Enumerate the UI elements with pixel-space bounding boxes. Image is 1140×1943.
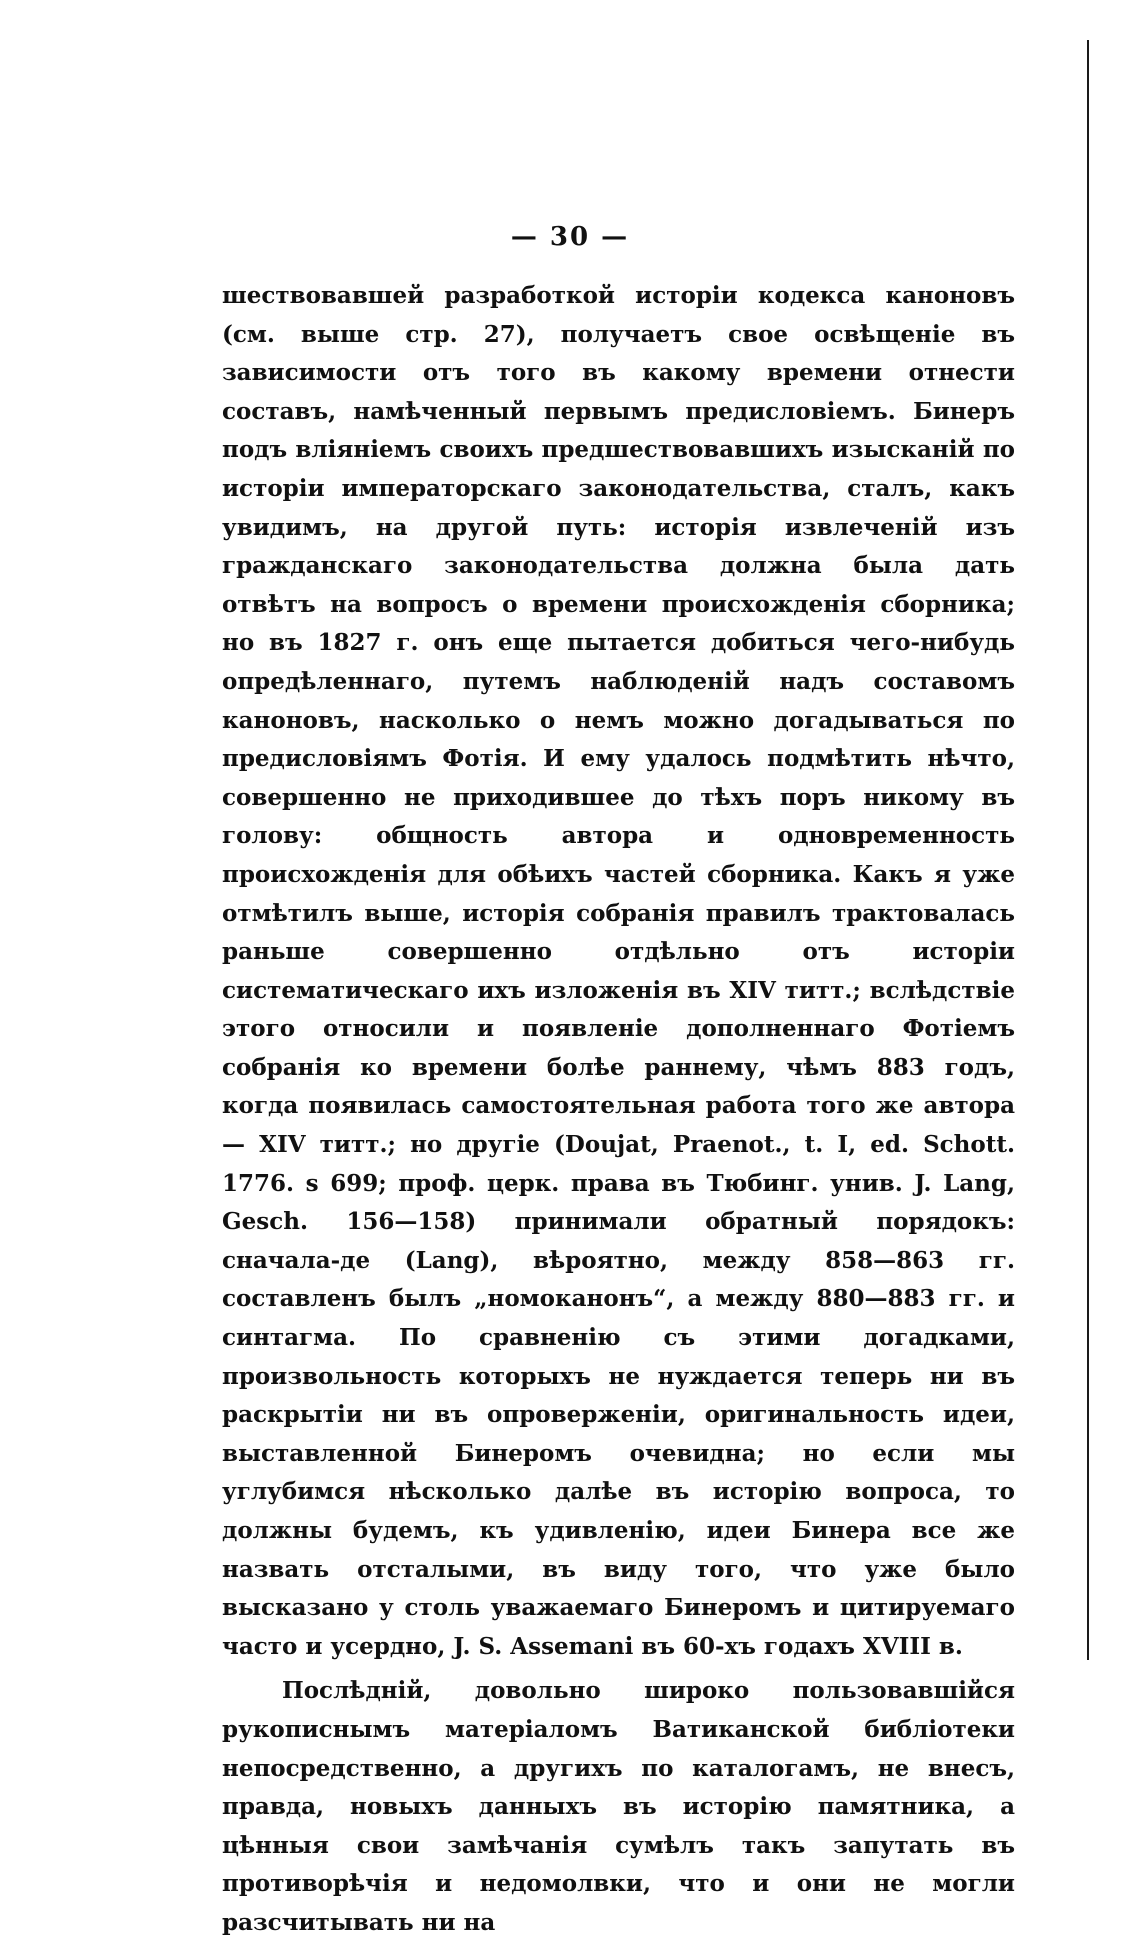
paragraph-1: шествовавшей разработкой исторіи кодекса каноновъ (см. выше стр. 27), получаетъ свое освѣщеніе въ зависимости отъ того въ какому времени отнести составъ, намѣченный первымъ предисловіемъ. Бинеръ подъ вліяніемъ своихъ предшествовавшихъ изысканій по исторіи императорскаго законодательства, сталъ, какъ увидимъ, на другой путь: исторія извлеченій изъ гражданскаго законодательства должна была дать отвѣтъ на вопросъ о времени происхожденія сборника; но въ 1827 г. онъ еще пытается добиться чего-нибудь опредѣленнаго, путемъ наблюденій надъ составомъ каноновъ, насколько о немъ можно догадываться по предисловіямъ Фотія. И ему удалось подмѣтить нѣчто, совершенно не приходившее до тѣхъ поръ никому въ голову: общность автора и одновременность происхожденія для обѣихъ частей сборника. Какъ я уже отмѣтилъ выше, исторія собранія правилъ трактовалась раньше совершенно отдѣльно отъ исторіи систематическаго ихъ изложенія въ XIV титт.; вслѣдствіе этого относили и появленіе дополненнаго Фотіемъ собранія ко времени болѣе раннему, чѣмъ 883 годъ, когда появилась самостоятельная работа того же автора — XIV титт.; но другіе (Doujat, Praenot., t. I, ed. Schott. 1776. s 699; проф. церк. права въ Тюбинг. унив. J. Lang, Gesch. 156—158) принимали обратный порядокъ: сначала-де (Lang), вѣроятно, между 858—863 гг. составленъ былъ „номоканонъ“, а между 880—883 гг. и синтагма. По сравненію съ этими догадками, произвольность которыхъ не нуждается теперь ни въ раскрытіи ни въ опроверженіи, оригинальность идеи, выставленной Бинеромъ очевидна; но если мы углубимся нѣсколько далѣе въ исторію вопроса, то должны будемъ, къ удивленію, идеи Бинера все же назвать отсталыми, въ виду того, что уже было высказано у столь уважаемаго Бинеромъ и цитируемаго часто и усердно, J. S. Assemani въ 60-хъ годахъ XVIII в.	[222, 282, 1015, 1660]
page-number: — 30 —	[510, 222, 630, 252]
body-text	[222, 277, 1015, 1943]
paragraph-2: Послѣдній, довольно широко пользовавшійся рукописнымъ матеріаломъ Ватиканской библіотеки непосредственно, а другихъ по каталогамъ, не внесъ, правда, новыхъ данныхъ въ исторію памятника, а цѣнныя свои замѣчанія сумѣлъ такъ запутать въ противорѣчія и недомолвки, что и они не могли разсчитывать ни на	[222, 1677, 1015, 1936]
scan-page-edge	[1087, 40, 1089, 1660]
